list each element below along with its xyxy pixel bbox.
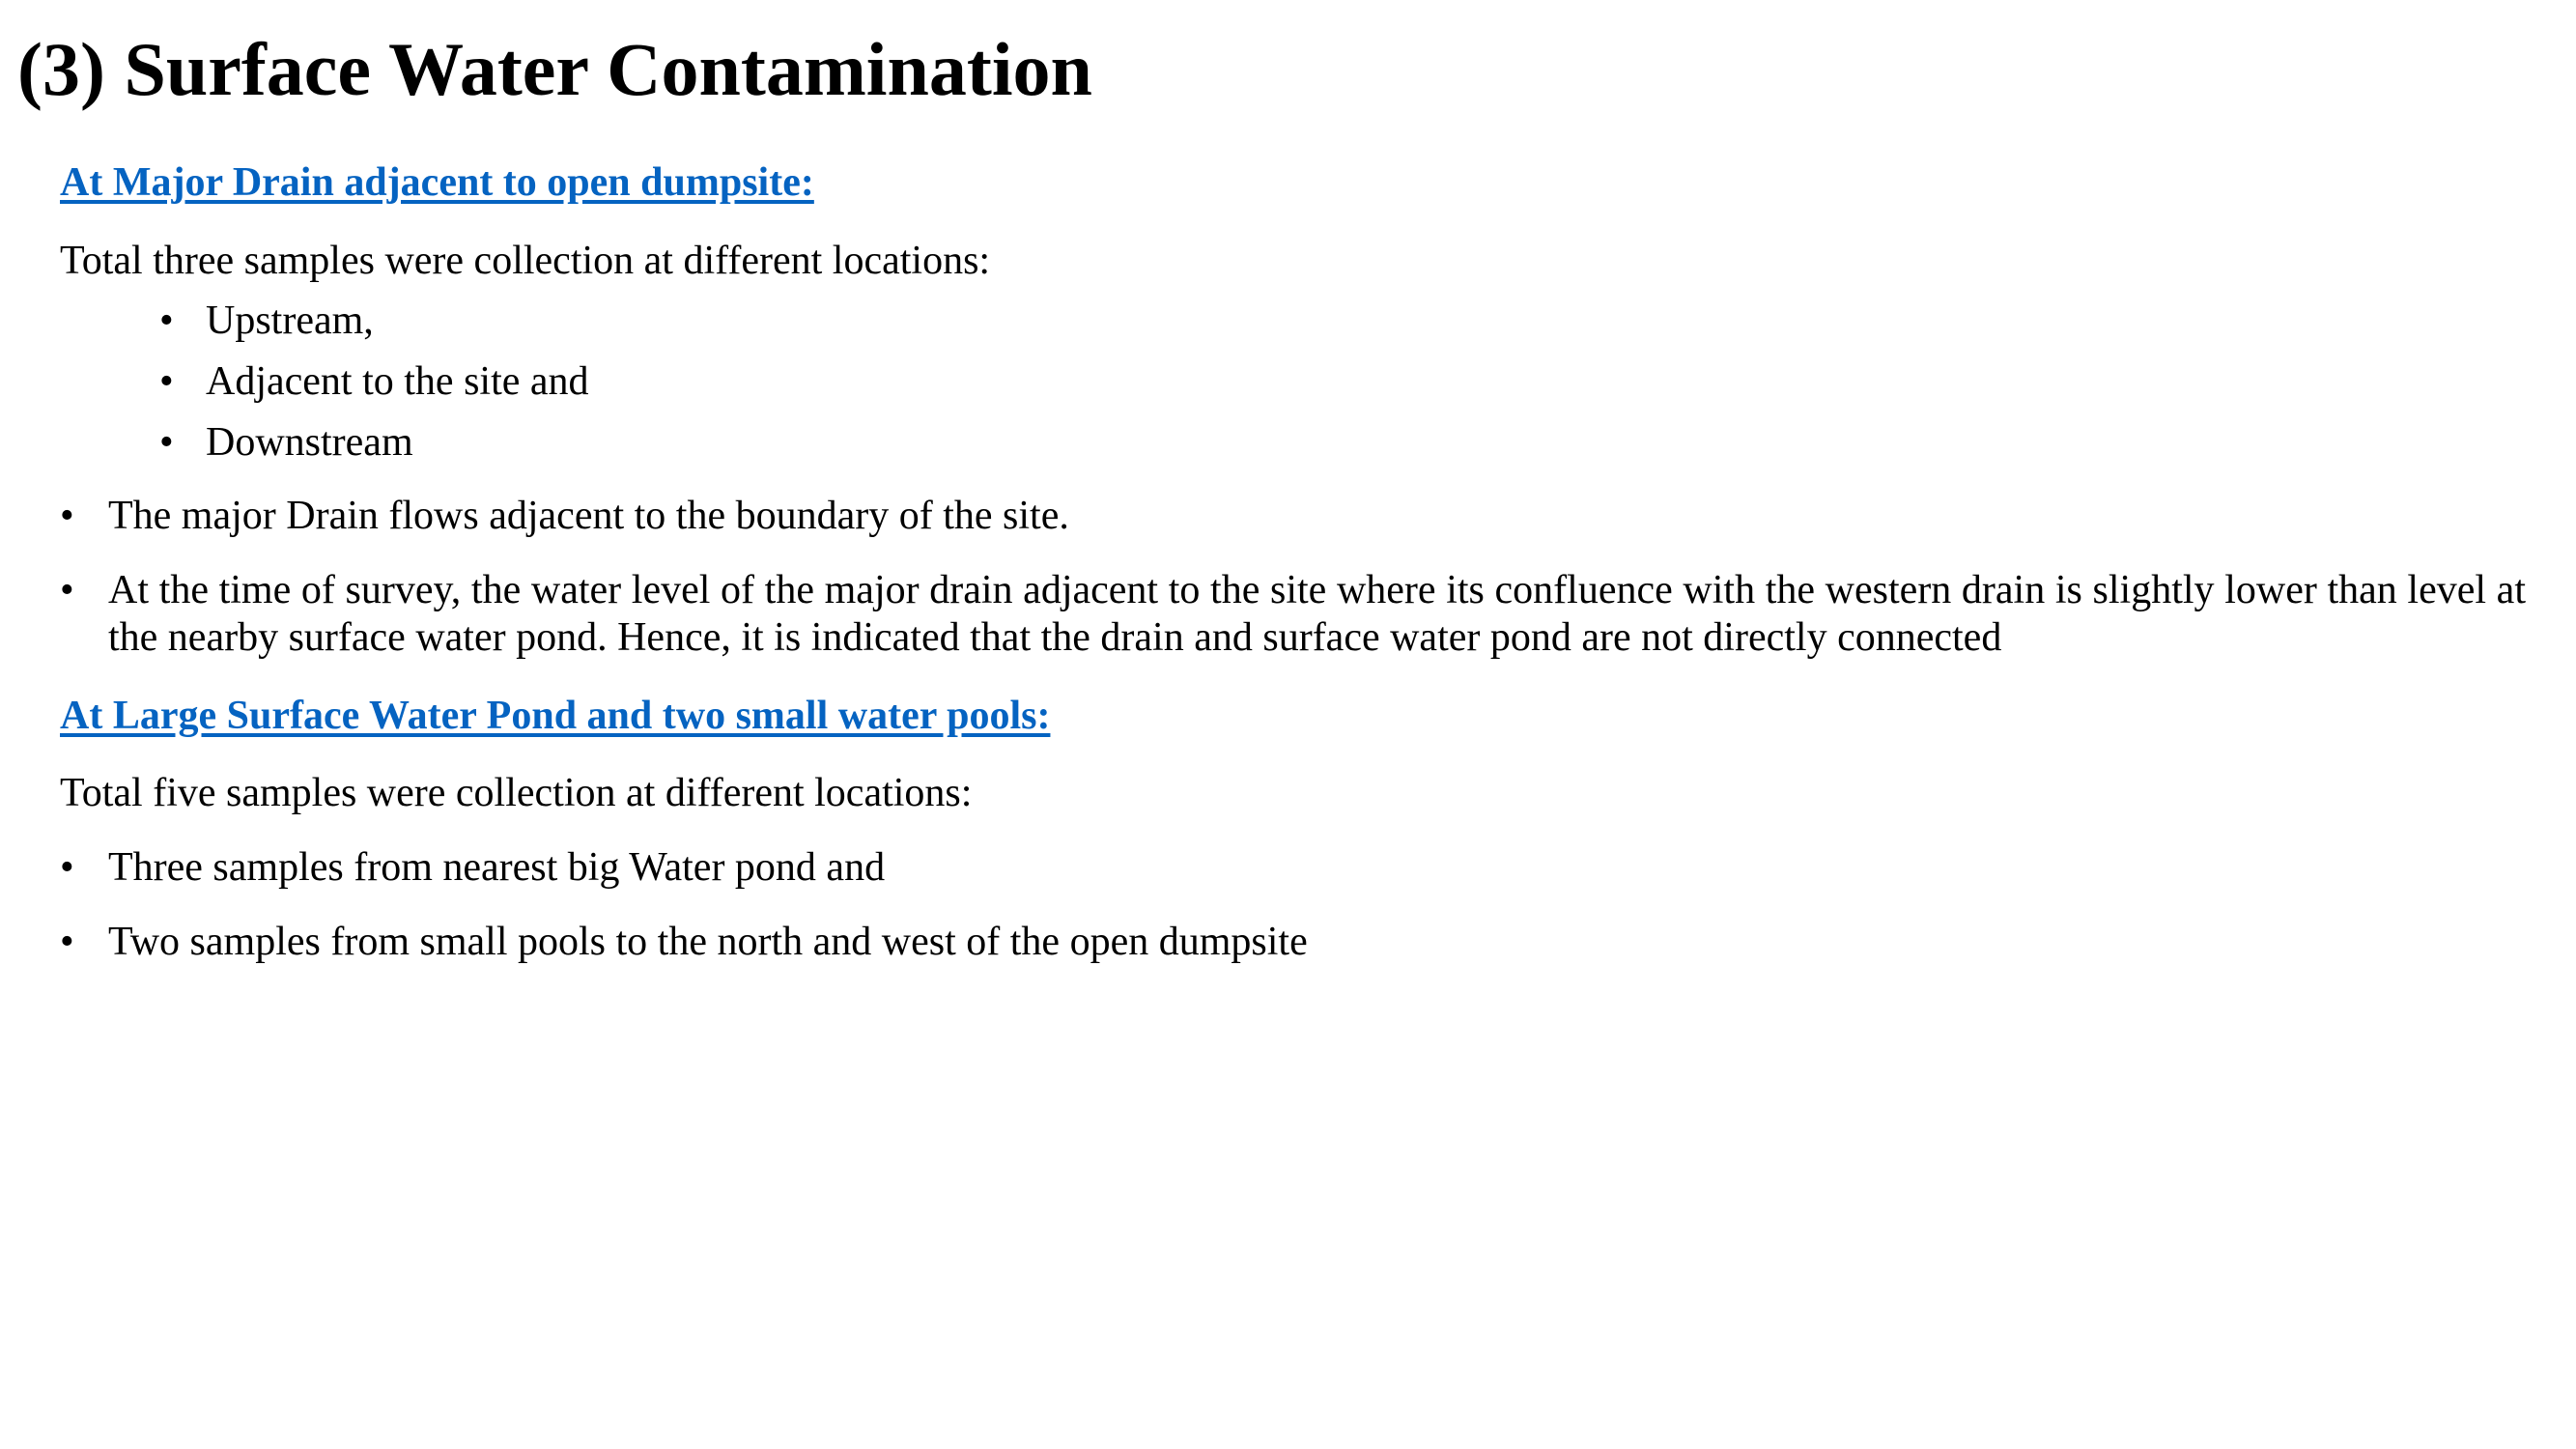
bullet-icon: • bbox=[60, 568, 74, 612]
bullet-icon: • bbox=[60, 920, 74, 964]
list-item-text: Adjacent to the site and bbox=[206, 359, 589, 404]
list-item bbox=[60, 844, 885, 892]
list-item-text: Three samples from nearest big Water pond and bbox=[108, 845, 886, 890]
list-item bbox=[60, 493, 1069, 540]
list-item-text: Downstream bbox=[206, 420, 413, 465]
list-item bbox=[60, 567, 2526, 662]
bullet-icon: • bbox=[60, 494, 74, 538]
section-heading-surface-pond[interactable]: At Large Surface Water Pond and two small water pools: bbox=[60, 694, 1051, 738]
section-intro-major-drain: Total three samples were collection at different locations: bbox=[60, 239, 991, 283]
bullet-icon: • bbox=[60, 845, 74, 890]
list-item-text: At the time of survey, the water level of the major drain adjacent to the site where its confluence with the western drain is slightly lower than level at the nearby surface water pond. Hence, it is indicated that the drain and surface water pond are not directly connected bbox=[108, 568, 2526, 660]
bullet-icon: • bbox=[159, 298, 174, 343]
list-item bbox=[159, 419, 413, 467]
bullet-icon: • bbox=[159, 359, 174, 404]
list-item bbox=[60, 919, 1308, 966]
list-item bbox=[159, 298, 374, 345]
list-item-text: The major Drain flows adjacent to the boundary of the site. bbox=[108, 494, 1069, 538]
list-item-text: Two samples from small pools to the north and west of the open dumpsite bbox=[108, 920, 1308, 964]
section-heading-major-drain[interactable]: At Major Drain adjacent to open dumpsite: bbox=[60, 160, 814, 205]
list-item bbox=[159, 358, 589, 406]
section-intro-surface-pond: Total five samples were collection at different locations: bbox=[60, 771, 973, 815]
list-item-text: Upstream, bbox=[206, 298, 374, 343]
bullet-icon: • bbox=[159, 420, 174, 465]
slide-title: (3) Surface Water Contamination bbox=[17, 27, 1092, 111]
